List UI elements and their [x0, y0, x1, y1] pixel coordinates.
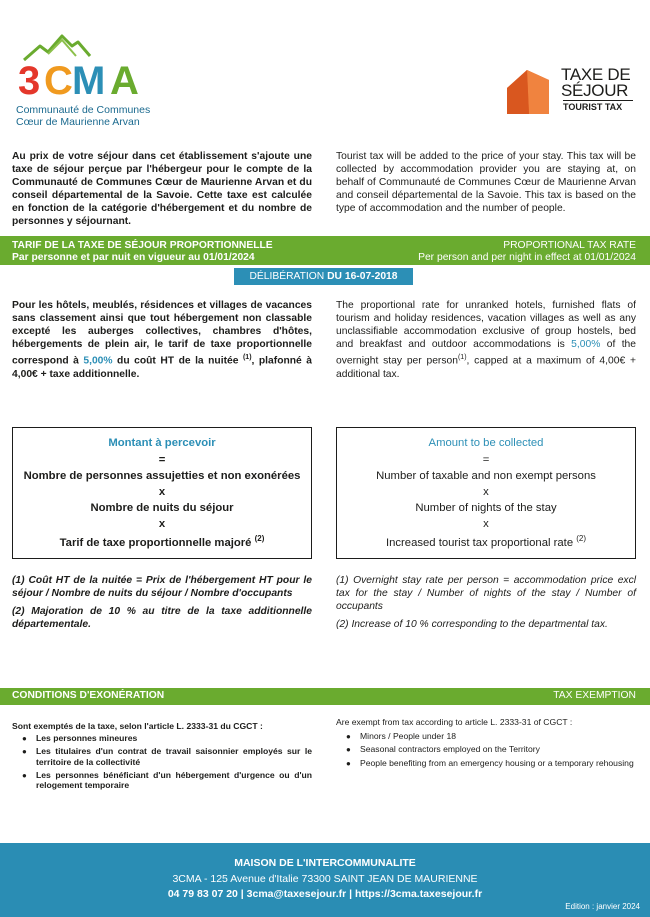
footnote-1-fr: (1) Coût HT de la nuitée = Prix de l'hébergement HT pour le séjour / Nombre de nuits du séjour / Nombre d'occupants — [12, 575, 312, 600]
exemption-fr — [12, 721, 312, 793]
rate-text-fr-part2: du coût HT de la nuitée — [112, 355, 243, 367]
formula-title-fr: Montant à percevoir — [108, 437, 216, 449]
logo-taxe-de: TAXE DE — [561, 65, 631, 84]
footer-contact[interactable]: 04 79 83 07 20 | 3cma@taxesejour.fr | https://3cma.taxesejour.fr — [167, 888, 483, 900]
formula-line3-en — [337, 534, 635, 549]
3cma-logo — [14, 28, 154, 128]
deliberation-date: DU 16-07-2018 — [327, 271, 398, 282]
rate-value-en: 5,00% — [571, 339, 601, 351]
bullet-icon: ● — [346, 732, 351, 741]
rate-title-en: PROPORTIONAL TAX RATE — [503, 240, 636, 251]
formula-line1-fr: Nombre de personnes assujetties et non exonérées — [23, 470, 301, 482]
rate-subtitle-en: Per person and per night in effect at 01/01/2024 — [418, 252, 636, 263]
intro-fr: Au prix de votre séjour dans cet établissement s'ajoute une taxe de séjour perçue par l'hébergeur pour le compte de la Communauté de Communes Cœur de Maurienne Arvan et du conseil départemental de la Savoie. Cette taxe est calculée en fonction de la catégorie d'hébergement et du nombre de personnes y séjournant. — [12, 151, 312, 228]
exemption-list-en — [336, 731, 636, 768]
taxe-de-sejour-logo — [503, 66, 639, 122]
rate-subtitle-fr: Par personne et par nuit en vigueur au 01/01/2024 — [12, 252, 255, 263]
intro-en: Tourist tax will be added to the price of your stay. This tax will be collected by accommodation provider you are staying at, on behalf of Communauté de Communes Cœur de Maurienne Arvan and conseil départemental de la Savoie. This tax is based on the type of accommodation and the number of people. — [336, 151, 636, 215]
exemption-intro-fr: Sont exemptés de la taxe, selon l'article L. 2333-31 du CGCT : — [12, 721, 263, 731]
formula-line3-fr-text: Tarif de taxe proportionnelle majoré — [59, 536, 255, 549]
formula-line3-en-text: Increased tourist tax proportional rate — [385, 536, 577, 549]
logo-sejour: SÉJOUR — [561, 81, 629, 100]
bullet-icon: ● — [22, 734, 27, 743]
list-item: ● Seasonal contractors employed on the Territory — [346, 744, 540, 755]
rate-section-header — [0, 236, 650, 265]
list-item: ● Les titulaires d'un contrat de travail saisonnier employés sur le territoire de la collectivité — [22, 746, 312, 767]
footer-title: MAISON DE L'INTERCOMMUNALITE — [234, 857, 416, 869]
logo-subtitle-1: Communauté de Communes — [16, 104, 151, 116]
formula-equals-en: = — [482, 454, 490, 466]
formula-times2-fr: x — [158, 518, 166, 530]
rate-footnote-ref-fr: (1) — [242, 354, 252, 362]
bullet-icon: ● — [22, 770, 27, 780]
footnote-2-en: (2) Increase of 10 % corresponding to the departmental tax. — [336, 619, 608, 630]
rate-title-fr: TARIF DE LA TAXE DE SÉJOUR PROPORTIONNELLE — [12, 240, 273, 251]
deliberation-label: DÉLIBÉRATION — [249, 271, 325, 282]
rate-text-en-part1: The proportional rate for unranked hotels, furnished flats of tourism and holiday residences, vacation villages as well as any unclassifiable accommodation exclusive of group hostels, bed and breakfast and outdoor accommodations is — [336, 300, 636, 351]
formula-line2-fr: Nombre de nuits du séjour — [90, 502, 234, 514]
exemption-en — [336, 717, 636, 771]
formula-footnote-ref-fr: (2) — [254, 534, 265, 543]
rate-value-fr: 5,00% — [83, 355, 113, 367]
list-item: ● Les personnes bénéficiant d'un hébergement d'urgence ou d'un relogement temporaire — [22, 769, 312, 791]
logo-subtitle-2: Cœur de Maurienne Arvan — [16, 116, 140, 128]
formula-times2-en: x — [483, 518, 489, 530]
formula-line3-fr — [13, 534, 311, 549]
rate-text-en — [336, 299, 636, 381]
svg-text:A: A — [110, 59, 139, 98]
footer — [0, 843, 650, 917]
list-item: ● People benefiting from an emergency housing or a temporary rehousing — [346, 757, 634, 768]
deliberation-badge — [234, 268, 413, 285]
formula-equals-fr: = — [158, 454, 166, 466]
formula-box-fr — [12, 427, 312, 559]
bullet-icon: ● — [346, 745, 351, 755]
formula-line2-en: Number of nights of the stay — [415, 502, 557, 514]
formula-times1-fr: x — [158, 486, 166, 498]
svg-text:M: M — [72, 59, 106, 98]
formula-times1-en: x — [483, 486, 489, 498]
exemption-title-en: TAX EXEMPTION — [553, 690, 636, 701]
rate-text-fr-part1: Pour les hôtels, meublés, résidences et villages de vacances sans classement ainsi que tout hébergement non classable excepté les auberges collectives, chambres d'hôtes, hébergements de plein air, le tarif de taxe proportionnelle correspond à — [12, 300, 312, 367]
footnote-1-en: (1) Overnight stay rate per person = accommodation price excl tax for the stay / Number of nights of the stay / Number of occupants — [336, 575, 636, 613]
svg-text:3: 3 — [18, 59, 41, 98]
list-item: ● Les personnes mineures — [22, 733, 138, 743]
rate-text-fr-part3: , plafonné à 4,00€ + taxe additionnelle. — [12, 355, 313, 380]
3cma-logo-mark — [14, 28, 154, 98]
bullet-icon: ● — [346, 758, 351, 768]
list-item: ● Minors / People under 18 — [346, 731, 457, 741]
exemption-title-fr: CONDITIONS D'EXONÉRATION — [12, 690, 165, 701]
formula-box-en — [336, 427, 636, 559]
exemption-intro-en: Are exempt from tax according to article L. 2333-31 of CGCT : — [336, 717, 573, 727]
footer-edition: Edition : janvier 2024 — [565, 902, 640, 911]
bullet-icon: ● — [22, 747, 27, 757]
logo-divider — [563, 100, 633, 101]
formula-footnote-ref-en: (2) — [576, 534, 587, 543]
house-icon — [503, 66, 555, 118]
footnote-2-fr: (2) Majoration de 10 % au titre de la taxe additionnelle départementale. — [12, 606, 312, 631]
rate-footnote-ref-en: (1) — [457, 354, 467, 362]
exemption-section-header — [0, 688, 650, 705]
rate-text-fr — [12, 299, 312, 381]
footer-address: 3CMA - 125 Avenue d'Italie 73300 SAINT JEAN DE MAURIENNE — [172, 873, 478, 885]
svg-text:C: C — [44, 59, 73, 98]
exemption-list-fr — [12, 733, 312, 790]
formula-title-en: Amount to be collected — [428, 437, 544, 449]
formula-line1-en: Number of taxable and non exempt persons — [376, 470, 596, 482]
rate-text-en-part3: , capped at a maximum of 4,00€ + additional tax. — [336, 355, 636, 380]
logo-tourist-tax: TOURIST TAX — [563, 102, 623, 112]
rate-text-en-part2: of the overnight stay per person — [336, 339, 637, 367]
